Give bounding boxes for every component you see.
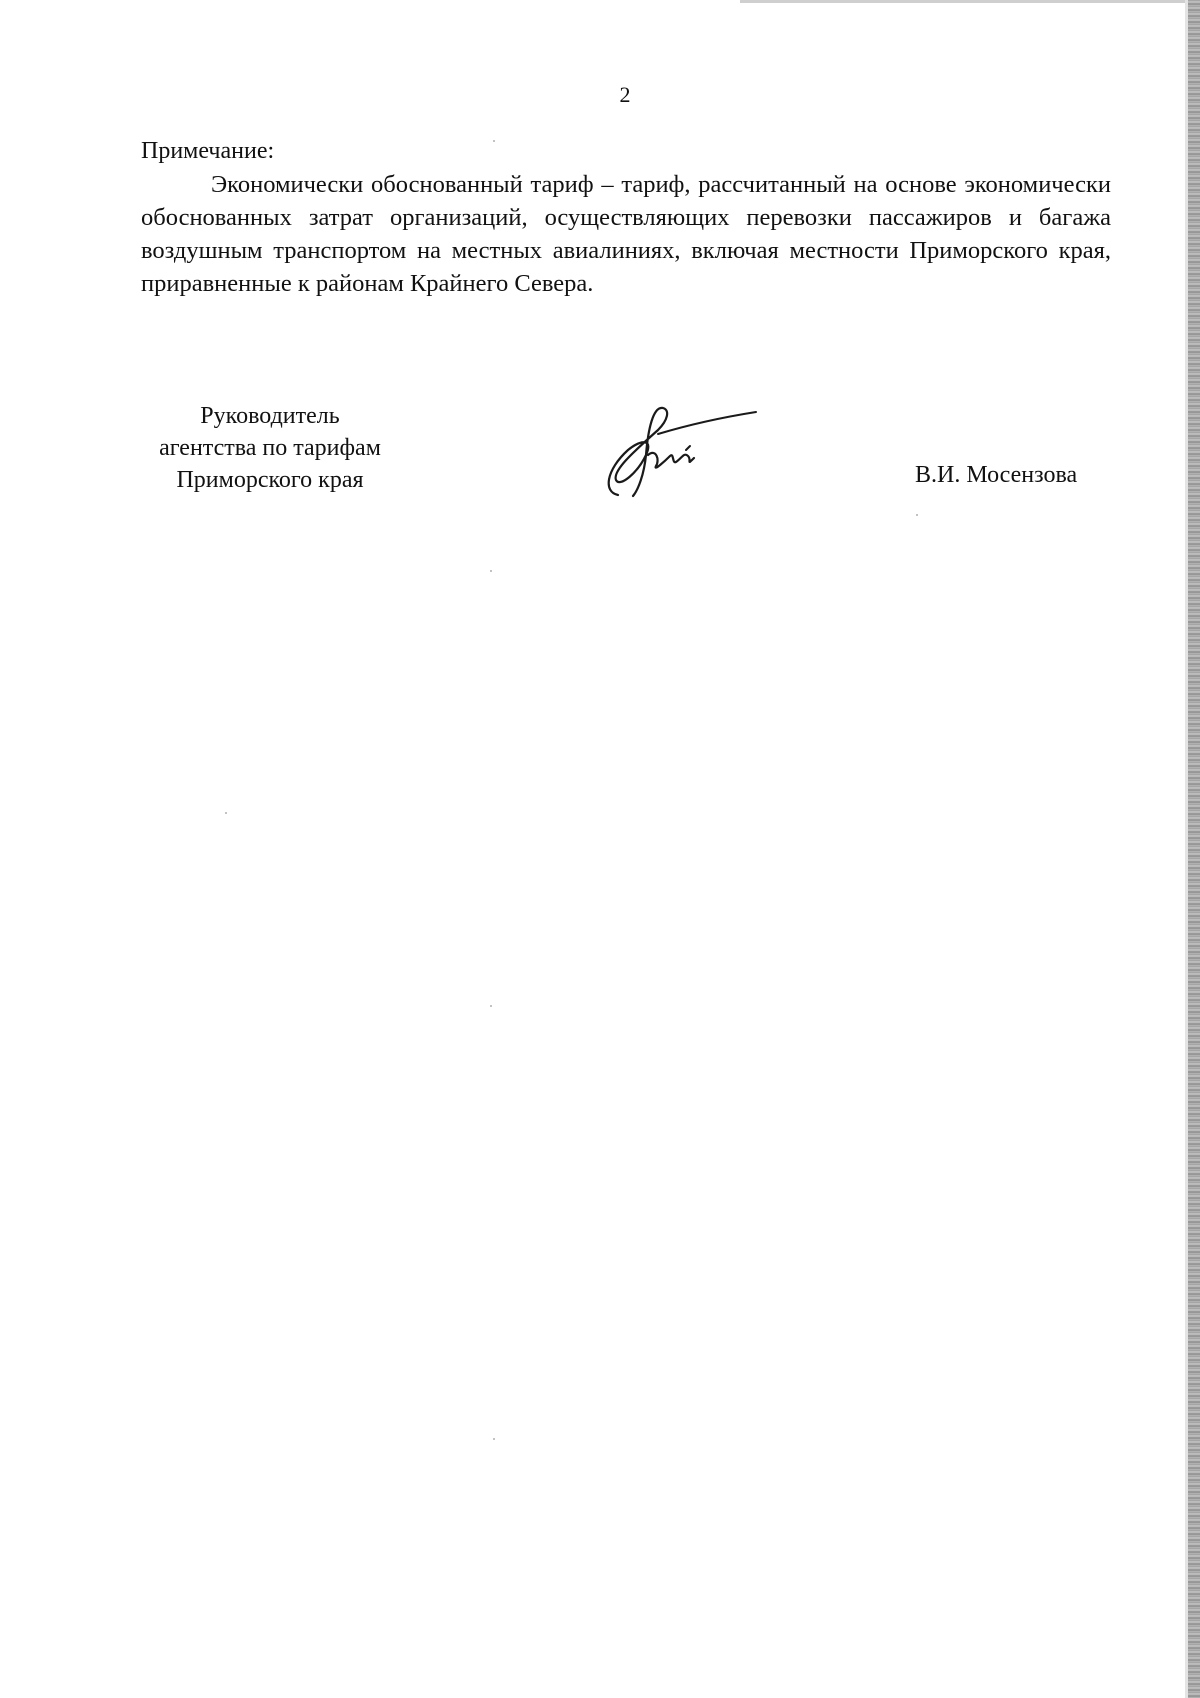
scan-speck: [225, 812, 227, 814]
note-text: Экономически обоснованный тариф – тариф, рассчитанный на основе экономически обоснованных затрат организаций, осуществляющих перевозки пассажиров и багажа воздушным транспортом на местных авиалиниях, включая местности Приморского края, приравненные к районам Крайнего Севера.: [141, 171, 1111, 297]
page-number: 2: [619, 82, 631, 107]
handwritten-signature: [598, 400, 758, 500]
scan-top-edge: [740, 0, 1200, 3]
scan-right-edge: [1188, 0, 1200, 1698]
scan-speck: [493, 140, 495, 142]
scan-speck: [490, 1005, 492, 1007]
scan-speck: [493, 1438, 495, 1440]
scan-speck: [490, 570, 492, 572]
signer-title-line: Руководитель: [200, 403, 340, 429]
signer-title: [120, 400, 420, 496]
note-label: Примечание:: [141, 138, 275, 164]
scan-speck: [916, 514, 918, 516]
signer-title-line: Приморского края: [176, 467, 364, 493]
signer-title-line: агентства по тарифам: [159, 435, 381, 461]
signer-name: В.И. Мосензова: [915, 462, 1078, 488]
